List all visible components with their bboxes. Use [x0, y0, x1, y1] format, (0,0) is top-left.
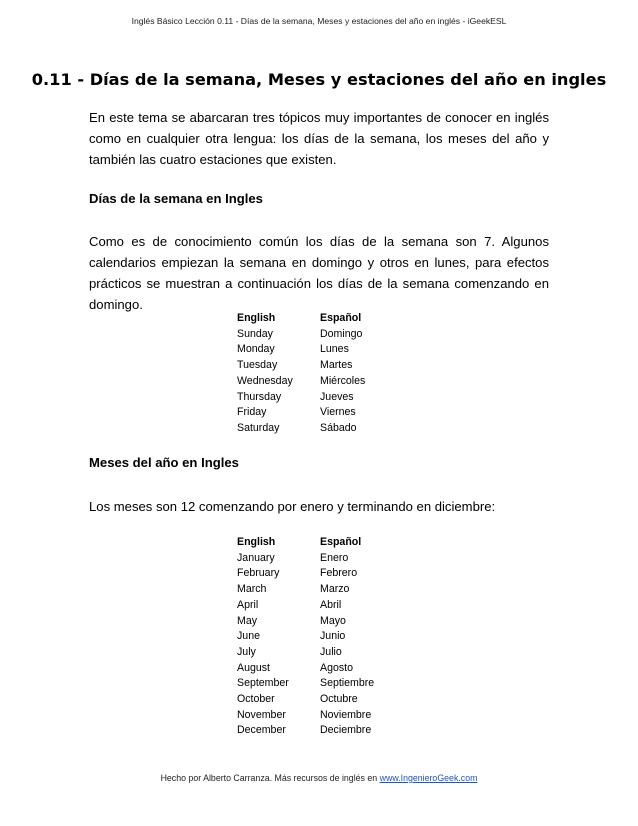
english-cell: Friday: [237, 406, 267, 419]
spanish-cell: Miércoles: [320, 374, 366, 387]
table-header-row: [237, 311, 365, 327]
col-english-header: English: [237, 536, 276, 548]
english-cell: Monday: [237, 343, 275, 356]
table-row: [237, 723, 374, 739]
table-row: [237, 598, 374, 614]
page-title: 0.11 - Días de la semana, Meses y estaciones del año en ingles: [31, 70, 607, 89]
spanish-cell: Sábado: [320, 421, 357, 434]
table-row: [237, 327, 365, 343]
spanish-cell: Agosto: [320, 661, 353, 674]
days-heading: Días de la semana en Ingles: [89, 191, 263, 206]
english-cell: Sunday: [237, 327, 273, 340]
days-paragraph: Como es de conocimiento común los días de la semana son 7. Algunos calendarios empiezan la semana en domingo y otros en lunes, para efectos prácticos se muestran a continuación los días de la semana comenzando en domingo.: [89, 234, 549, 312]
spanish-cell: Deciembre: [320, 724, 372, 737]
english-cell: February: [237, 567, 280, 580]
table-row: [237, 551, 374, 567]
table-row: [237, 390, 365, 406]
english-cell: April: [237, 598, 259, 611]
english-cell: January: [237, 551, 275, 564]
website-link[interactable]: www.IngenieroGeek.com: [379, 773, 478, 783]
col-english-header: English: [237, 312, 276, 324]
english-cell: Wednesday: [237, 374, 293, 387]
english-cell: Saturday: [237, 421, 280, 434]
months-table: [237, 535, 374, 739]
spanish-cell: Mayo: [320, 614, 346, 627]
english-cell: September: [237, 677, 289, 690]
spanish-cell: Martes: [320, 359, 353, 372]
intro-paragraph: En este tema se abarcaran tres tópicos muy importantes de conocer en inglés como en cualquier otra lengua: los días de la semana, los meses del año y también las cuatro estaciones que existen.: [89, 110, 549, 167]
table-header-row: [237, 535, 374, 551]
table-row: [237, 676, 374, 692]
english-cell: Tuesday: [237, 359, 278, 372]
months-paragraph: Los meses son 12 comenzando por enero y terminando en diciembre:: [89, 499, 496, 514]
col-spanish-header: Español: [320, 312, 362, 324]
table-row: [237, 708, 374, 724]
table-row: [237, 342, 365, 358]
spanish-cell: Abril: [320, 598, 342, 611]
table-row: [237, 692, 374, 708]
english-cell: May: [237, 614, 258, 627]
spanish-cell: Viernes: [320, 406, 356, 419]
english-cell: July: [237, 645, 256, 658]
table-row: [237, 614, 374, 630]
spanish-cell: Lunes: [320, 343, 349, 356]
table-row: [237, 629, 374, 645]
spanish-cell: Jueves: [320, 390, 354, 403]
table-row: [237, 374, 365, 390]
months-heading: Meses del año en Ingles: [89, 455, 239, 470]
footer-text: Hecho por Alberto Carranza. Más recursos de inglés en: [160, 773, 380, 783]
table-row: [237, 566, 374, 582]
spanish-cell: Octubre: [320, 693, 358, 706]
spanish-cell: Domingo: [320, 327, 363, 340]
spanish-cell: Marzo: [320, 583, 350, 596]
table-row: [237, 405, 365, 421]
english-cell: June: [237, 630, 260, 643]
table-row: [237, 661, 374, 677]
spanish-cell: Enero: [320, 551, 349, 564]
days-table: [237, 311, 365, 437]
table-row: [237, 421, 365, 437]
page-header: Inglés Básico Lección 0.11 - Días de la semana, Meses y estaciones del año en inglés - iGeekESL: [131, 16, 507, 26]
spanish-cell: Febrero: [320, 567, 358, 580]
english-cell: November: [237, 708, 286, 721]
english-cell: March: [237, 583, 267, 596]
spanish-cell: Junio: [320, 630, 346, 643]
english-cell: August: [237, 661, 270, 674]
page-footer: [0, 773, 638, 783]
english-cell: October: [237, 693, 275, 706]
english-cell: December: [237, 724, 286, 737]
spanish-cell: Julio: [320, 645, 342, 658]
table-row: [237, 645, 374, 661]
table-row: [237, 358, 365, 374]
english-cell: Thursday: [237, 390, 282, 403]
spanish-cell: Septiembre: [320, 677, 375, 690]
table-row: [237, 582, 374, 598]
spanish-cell: Noviembre: [320, 708, 372, 721]
col-spanish-header: Español: [320, 536, 362, 548]
